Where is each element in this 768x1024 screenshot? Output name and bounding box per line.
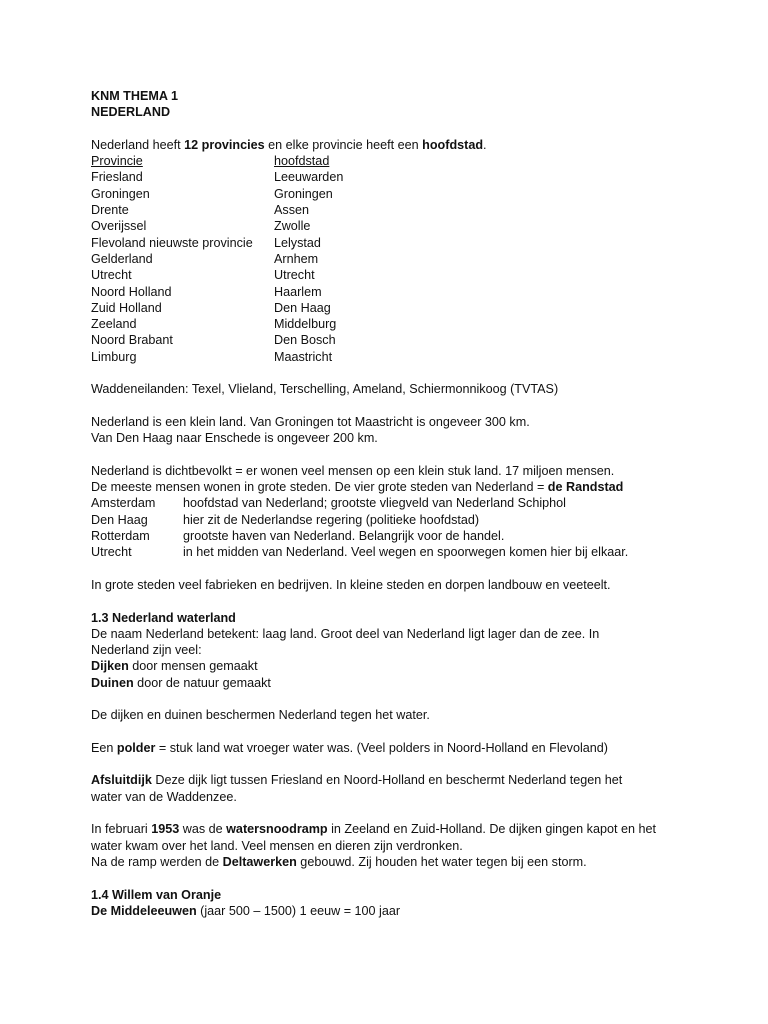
afsluitdijk-text: Deze dijk ligt tussen Friesland en Noord-Holland en beschermt Nederland tegen het	[151, 773, 623, 788]
afsluitdijk-term: Afsluitdijk	[91, 773, 152, 788]
intro-text-1: Nederland heeft	[91, 137, 185, 152]
wadden-paragraph: Waddeneilanden: Texel, Vlieland, Terschelling, Ameland, Schiermonnikoog (TVTAS)	[91, 382, 559, 397]
city-name: Amsterdam	[91, 496, 156, 511]
ramp-text-3: in Zeeland en Zuid-Holland. De dijken gingen kapot en het	[327, 822, 656, 837]
table-row	[91, 169, 711, 185]
list-item	[91, 528, 711, 544]
polder-paragraph	[91, 740, 711, 756]
randstad-term: de Randstad	[547, 480, 624, 495]
intro-bold-1: 12 provincies	[184, 137, 265, 152]
province-name: Zeeland	[91, 317, 137, 332]
waterland-line-2: Nederland zijn veel:	[91, 643, 202, 658]
province-name: Noord Holland	[91, 284, 172, 299]
capital-name: Zwolle	[274, 219, 311, 234]
capital-name: Middelburg	[274, 317, 337, 332]
density-line-1: Nederland is dichtbevolkt = er wonen veel mensen op een klein stuk land. 17 miljoen mensen.	[91, 463, 615, 478]
duinen-term: Duinen	[91, 675, 134, 690]
document-subtitle: NEDERLAND	[91, 105, 171, 120]
capital-name: Utrecht	[274, 268, 315, 283]
capital-name: Groningen	[274, 186, 333, 201]
province-name: Limburg	[91, 349, 137, 364]
table-row	[91, 284, 711, 300]
province-name: Overijssel	[91, 219, 147, 234]
ramp-line-1	[91, 821, 711, 837]
delta-line	[91, 854, 711, 870]
capital-name: Den Bosch	[274, 333, 336, 348]
city-name: Den Haag	[91, 512, 148, 527]
waterland-line-1: De naam Nederland betekent: laag land. Groot deel van Nederland ligt lager dan de zee. In	[91, 626, 600, 641]
ramp-year: 1953	[151, 822, 180, 837]
province-name: Groningen	[91, 186, 150, 201]
delta-text-1: Na de ramp werden de	[91, 854, 223, 869]
deltawerken-term: Deltawerken	[222, 854, 297, 869]
density-line-2	[91, 479, 711, 495]
intro-paragraph	[91, 137, 711, 153]
province-name: Noord Brabant	[91, 333, 173, 348]
city-description: hier zit de Nederlandse regering (politieke hoofdstad)	[183, 512, 480, 527]
capital-name: Assen	[274, 203, 310, 218]
province-name: Friesland	[91, 170, 143, 185]
section-heading-1-4: 1.4 Willem van Oranje	[91, 887, 222, 902]
column-header-hoofdstad: hoofdstad	[274, 154, 330, 169]
table-row	[91, 218, 711, 234]
size-line-2: Van Den Haag naar Enschede is ongeveer 200 km.	[91, 431, 378, 446]
city-description: hoofdstad van Nederland; grootste vliegveld van Nederland Schiphol	[183, 496, 566, 511]
table-row	[91, 235, 711, 251]
dijken-line	[91, 658, 711, 674]
afsluitdijk-line-2: water van de Waddenzee.	[91, 789, 237, 804]
table-row	[91, 349, 711, 365]
province-table-body	[91, 169, 711, 365]
intro-text-2: en elke provincie heeft een	[264, 137, 423, 152]
table-row	[91, 202, 711, 218]
randstad-list	[91, 495, 711, 560]
section-heading-1-3: 1.3 Nederland waterland	[91, 610, 236, 625]
polder-text-1: Een	[91, 740, 117, 755]
province-name: Gelderland	[91, 251, 153, 266]
polder-term: polder	[116, 740, 156, 755]
industry-paragraph: In grote steden veel fabrieken en bedrijven. In kleine steden en dorpen landbouw en veeteelt.	[91, 577, 611, 592]
intro-bold-2: hoofdstad	[422, 137, 484, 152]
province-name: Zuid Holland	[91, 300, 162, 315]
document-title: KNM THEMA 1	[91, 89, 178, 103]
province-name: Utrecht	[91, 268, 132, 283]
capital-name: Arnhem	[274, 251, 319, 266]
delta-text-2: gebouwd. Zij houden het water tegen bij een storm.	[296, 854, 587, 869]
column-header-provincie: Provincie	[91, 154, 143, 169]
table-row	[91, 332, 711, 348]
table-row	[91, 300, 711, 316]
table-row	[91, 267, 711, 283]
afsluitdijk-line-1	[91, 772, 711, 788]
table-row	[91, 316, 711, 332]
ramp-text-1: In februari	[91, 822, 152, 837]
city-description: in het midden van Nederland. Veel wegen en spoorwegen komen hier bij elkaar.	[183, 545, 629, 560]
table-row	[91, 186, 711, 202]
capital-name: Maastricht	[274, 349, 333, 364]
province-name: Drente	[91, 203, 129, 218]
city-name: Rotterdam	[91, 529, 150, 544]
density-text: De meeste mensen wonen in grote steden. De vier grote steden van Nederland =	[91, 480, 548, 495]
middeleeuwen-text: (jaar 500 – 1500) 1 eeuw = 100 jaar	[196, 903, 401, 918]
capital-name: Den Haag	[274, 300, 331, 315]
size-line-1: Nederland is een klein land. Van Groningen tot Maastricht is ongeveer 300 km.	[91, 414, 530, 429]
intro-text-3: .	[483, 137, 487, 152]
province-name: Flevoland nieuwste provincie	[91, 235, 253, 250]
ramp-line-2: water kwam over het land. Veel mensen en dieren zijn verdronken.	[91, 838, 463, 853]
province-table-header	[91, 153, 711, 169]
capital-name: Leeuwarden	[274, 170, 344, 185]
document-page	[91, 88, 711, 919]
city-name: Utrecht	[91, 545, 132, 560]
duinen-text: door de natuur gemaakt	[133, 675, 271, 690]
polder-text-2: = stuk land wat vroeger water was. (Veel polders in Noord-Holland en Flevoland)	[155, 740, 608, 755]
ramp-term: watersnoodramp	[226, 822, 328, 837]
duinen-line	[91, 675, 711, 691]
ramp-text-2: was de	[179, 822, 227, 837]
city-description: grootste haven van Nederland. Belangrijk voor de handel.	[183, 529, 505, 544]
middeleeuwen-term: De Middeleeuwen	[91, 903, 197, 918]
list-item	[91, 495, 711, 511]
middeleeuwen-line	[91, 903, 711, 919]
protect-paragraph: De dijken en duinen beschermen Nederland tegen het water.	[91, 708, 430, 723]
table-row	[91, 251, 711, 267]
dijken-term: Dijken	[91, 659, 129, 674]
capital-name: Haarlem	[274, 284, 322, 299]
list-item	[91, 544, 711, 560]
list-item	[91, 512, 711, 528]
dijken-text: door mensen gemaakt	[128, 659, 258, 674]
capital-name: Lelystad	[274, 235, 321, 250]
